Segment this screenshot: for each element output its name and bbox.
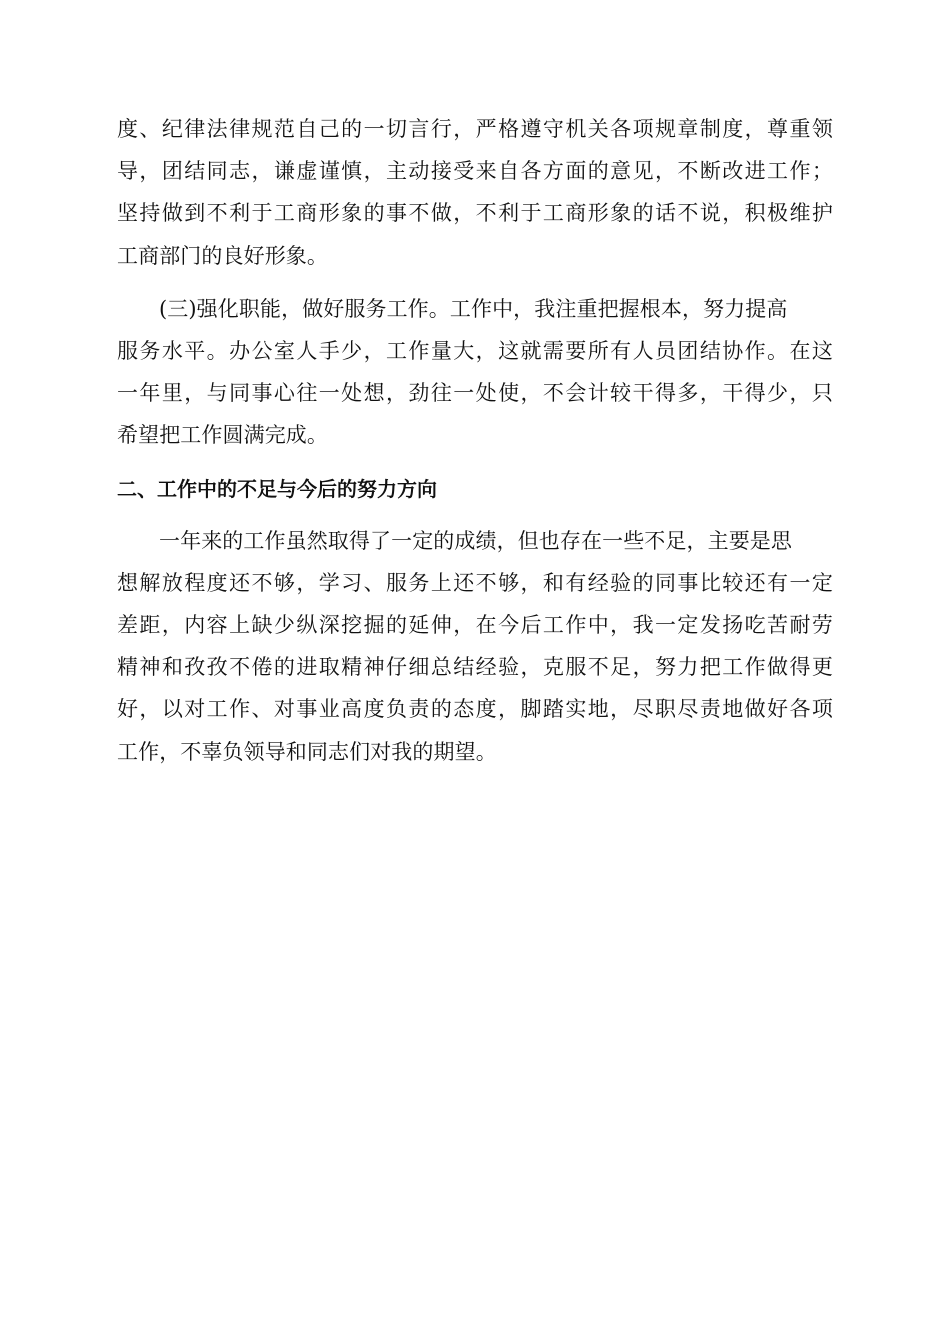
text-line: (三)强化职能，做好服务工作。工作中，我注重把握根本，努力提高 xyxy=(159,296,788,321)
text-line: 希望把工作圆满完成。 xyxy=(117,423,328,448)
text-line: 度、纪律法律规范自己的一切言行，严格遵守机关各项规章制度，尊重领 xyxy=(117,117,833,141)
paragraph-shortcomings xyxy=(117,520,833,773)
text-line: 服务水平。办公室人手少，工作量大，这就需要所有人员团结协作。在这 xyxy=(117,338,833,363)
paragraph-discipline xyxy=(117,108,833,277)
text-line: 工商部门的良好形象。 xyxy=(117,243,328,268)
text-line: 坚持做到不利于工商形象的事不做，不利于工商形象的话不说，积极维护 xyxy=(117,201,833,226)
section-heading: 二、工作中的不足与今后的努力方向 xyxy=(117,476,437,501)
text-line: 工作，不辜负领导和同志们对我的期望。 xyxy=(117,739,497,764)
text-line: 差距，内容上缺少纵深挖掘的延伸，在今后工作中，我一定发扬吃苦耐劳 xyxy=(117,613,833,638)
text-line: 导，团结同志，谦虚谨慎，主动接受来自各方面的意见，不断改进工作； xyxy=(117,159,833,184)
text-line: 一年里，与同事心往一处想，劲往一处使，不会计较干得多，干得少，只 xyxy=(117,381,833,406)
text-line: 好，以对工作、对事业高度负责的态度，脚踏实地，尽职尽责地做好各项 xyxy=(117,697,833,722)
text-line: 一年来的工作虽然取得了一定的成绩，但也存在一些不足，主要是思 xyxy=(159,528,792,553)
text-line: 想解放程度还不够，学习、服务上还不够，和有经验的同事比较还有一定 xyxy=(117,570,833,595)
document-body xyxy=(117,108,833,784)
text-line: 精神和孜孜不倦的进取精神仔细总结经验，克服不足，努力把工作做得更 xyxy=(117,655,833,680)
paragraph-service-work xyxy=(117,288,833,457)
